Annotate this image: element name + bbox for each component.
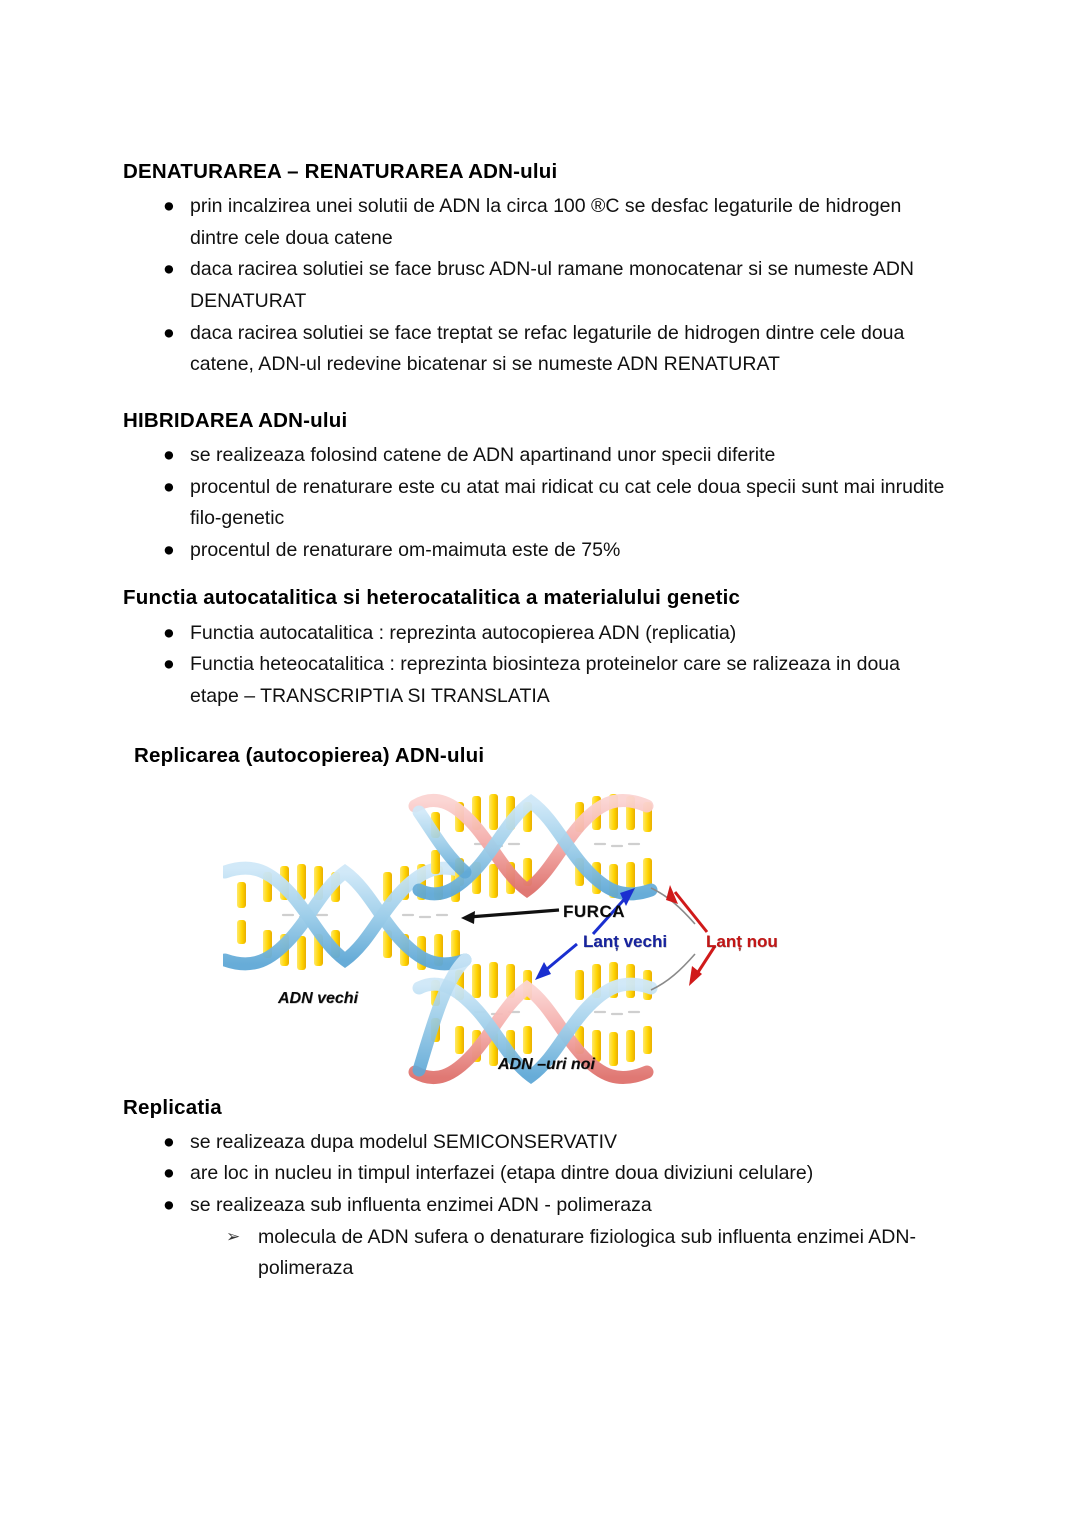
list-item-text: se realizeaza dupa modelul SEMICONSERVATIV — [190, 1130, 618, 1153]
list-item-text: daca racirea solutiei se face brusc ADN-ul ramane monocatenar si se numeste ADN DENATURAT — [190, 258, 915, 312]
bullet-list-functia — [123, 618, 948, 713]
list-item — [123, 1190, 948, 1222]
heading-functia: Functia autocatalitica si heterocatalitica a materialului genetic — [123, 586, 741, 610]
old-dna-helix — [225, 864, 465, 970]
bullet-marker: ● — [163, 475, 175, 498]
list-item — [123, 318, 948, 381]
list-item — [123, 618, 948, 650]
list-item — [123, 649, 948, 712]
list-item-text: procentul de renaturare om-maimuta este de 75% — [190, 538, 621, 561]
list-item — [123, 440, 948, 472]
figure-container — [123, 784, 948, 1094]
list-item — [123, 472, 948, 535]
label-lant-vechi: Lanț vechi — [583, 931, 668, 951]
section-spacer — [123, 381, 948, 407]
sub-bullet-list-replicatia — [123, 1222, 948, 1285]
bullet-marker: ● — [163, 621, 175, 644]
list-item-text: se realizeaza sub influenta enzimei ADN - polimeraza — [190, 1193, 652, 1216]
label-adn-vechi: ADN vechi — [278, 989, 359, 1007]
sub-bullet-marker: ➢ — [226, 1226, 241, 1246]
label-lant-nou: Lanț nou — [706, 931, 778, 951]
sub-list-item-text: molecula de ADN sufera o denaturare fiziologica sub influenta enzimei ADN-polimeraza — [258, 1225, 916, 1280]
sub-list-item — [123, 1222, 948, 1285]
heading-replicatia: Replicatia — [123, 1095, 222, 1119]
bullet-marker: ● — [163, 443, 175, 466]
bullet-list-denaturarea — [123, 191, 948, 380]
heading-hibridarea: HIBRIDAREA ADN-ului — [123, 408, 348, 432]
section-spacer — [123, 712, 948, 742]
list-item-text: procentul de renaturare este cu atat mai ridicat cu cat cele doua specii sunt mai inrudite filo-genetic — [190, 475, 945, 530]
bullet-list-replicatia — [123, 1127, 948, 1222]
heading-replicarea: Replicarea (autocopierea) ADN-ului — [134, 744, 485, 768]
arrow-new-strand-up — [666, 885, 707, 932]
document-content — [123, 158, 948, 1285]
list-item-text: daca racirea solutiei se face treptat se refac legaturile de hidrogen dintre cele doua catene, ADN-ul redevine bicatenar si se numeste ADN RENATURAT — [190, 321, 905, 376]
dna-replication-diagram — [223, 784, 778, 1094]
arrow-furca — [461, 910, 559, 924]
list-item — [123, 1127, 948, 1159]
list-item — [123, 254, 948, 317]
bullet-marker: ● — [163, 653, 175, 676]
bullet-marker: ● — [163, 1162, 175, 1185]
bullet-marker: ● — [163, 321, 175, 344]
section-spacer — [123, 566, 948, 584]
list-item-text: prin incalzirea unei solutii de ADN la circa 100 ®C se desfac legaturile de hidrogen dintre cele doua catene — [190, 195, 902, 249]
arrow-old-strand-down — [535, 944, 577, 980]
bullet-marker: ● — [163, 195, 175, 218]
heading-denaturarea: DENATURAREA – RENATURAREA ADN-ului — [123, 160, 558, 183]
list-item-text: Functia autocatalitica : reprezinta autocopierea ADN (replicatia) — [190, 621, 737, 644]
list-item-text: are loc in nucleu in timpul interfazei (etapa dintre doua diviziuni celulare) — [190, 1162, 814, 1185]
list-item — [123, 191, 948, 254]
bullet-list-hibridarea — [123, 440, 948, 566]
list-item — [123, 1158, 948, 1190]
bullet-marker: ● — [163, 1130, 175, 1153]
bullet-marker: ● — [163, 538, 175, 561]
list-item-text: se realizeaza folosind catene de ADN apartinand unor specii diferite — [190, 443, 776, 466]
list-item — [123, 535, 948, 567]
bullet-marker: ● — [163, 1193, 175, 1216]
list-item-text: Functia heteocatalitica : reprezinta biosinteza proteinelor care se ralizeaza in doua etape – TRANSCRIPTIA SI TRANSLATIA — [190, 653, 900, 707]
bullet-marker: ● — [163, 258, 175, 281]
arrow-new-strand-down — [689, 946, 715, 986]
label-furca: FURCA — [563, 901, 625, 921]
label-adn-uri-noi: ADN –uri noi — [498, 1055, 595, 1073]
